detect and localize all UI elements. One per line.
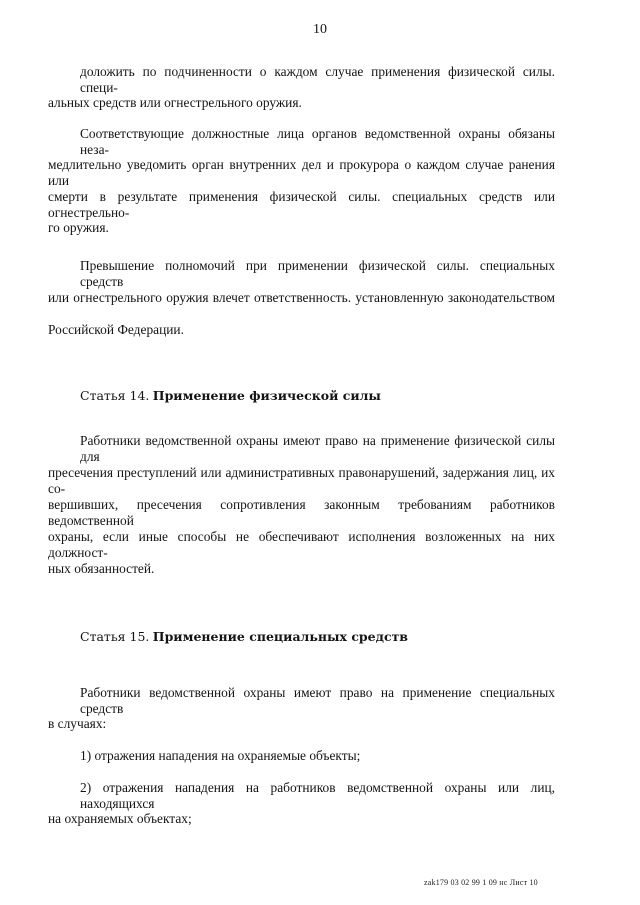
paragraph-line: Российской Федерации. <box>48 322 184 337</box>
paragraph-line: Работники ведомственной охраны имеют право на применение физической силы для <box>80 433 555 464</box>
paragraph-line: или огнестрельного оружия влечет ответственность. установленную законодательством <box>48 290 555 305</box>
list-item-2-continuation: на охраняемых объектах; <box>48 811 192 826</box>
paragraph-line: Работники ведомственной охраны имеют право на применение специальных средств <box>80 685 555 716</box>
list-item-1: 1) отражения нападения на охраняемые объекты; <box>80 748 361 763</box>
article-15-heading <box>80 629 408 645</box>
paragraph-line: Превышение полномочий при применении физической силы. специальных средств <box>80 258 555 289</box>
page-number: 10 <box>313 22 327 37</box>
paragraph-line: ных обязанностей. <box>48 561 155 576</box>
paragraph-line: Соответствующие должностные лица органов ведомственной охраны обязаны неза- <box>80 126 555 157</box>
paragraph-line: медлительно уведомить орган внутренних дел и прокурора о каждом случае ранения или <box>48 157 555 188</box>
page-footer: zak179 03 02 99 1 09 нс Лист 10 <box>424 878 538 887</box>
paragraph-line: альных средств или огнестрельного оружия. <box>48 95 302 110</box>
article-14-heading <box>80 388 381 404</box>
article-14-number: Статья 14. <box>80 388 150 403</box>
article-15-number: Статья 15. <box>80 629 150 644</box>
paragraph-line: го оружия. <box>48 220 109 235</box>
list-item-2: 2) отражения нападения на работников ведомственной охраны или лиц, находящихся <box>80 780 555 811</box>
paragraph-line: смерти в результате применения физической силы. специальных средств или огнестрельно- <box>48 189 555 220</box>
article-14-title: Применение физической силы <box>152 388 381 403</box>
paragraph-line: вершивших, пресечения сопротивления законным требованиям работников ведомственной <box>48 497 555 528</box>
paragraph-line: пресечения преступлений или административных правонарушений, задержания лиц, их со- <box>48 465 555 496</box>
paragraph-line: охраны, если иные способы не обеспечивают исполнения возложенных на них должност- <box>48 529 555 560</box>
paragraph-line: доложить по подчиненности о каждом случае применения физической силы. специ- <box>80 64 555 95</box>
paragraph-line: в случаях: <box>48 716 107 731</box>
article-15-title: Применение специальных средств <box>152 629 408 644</box>
